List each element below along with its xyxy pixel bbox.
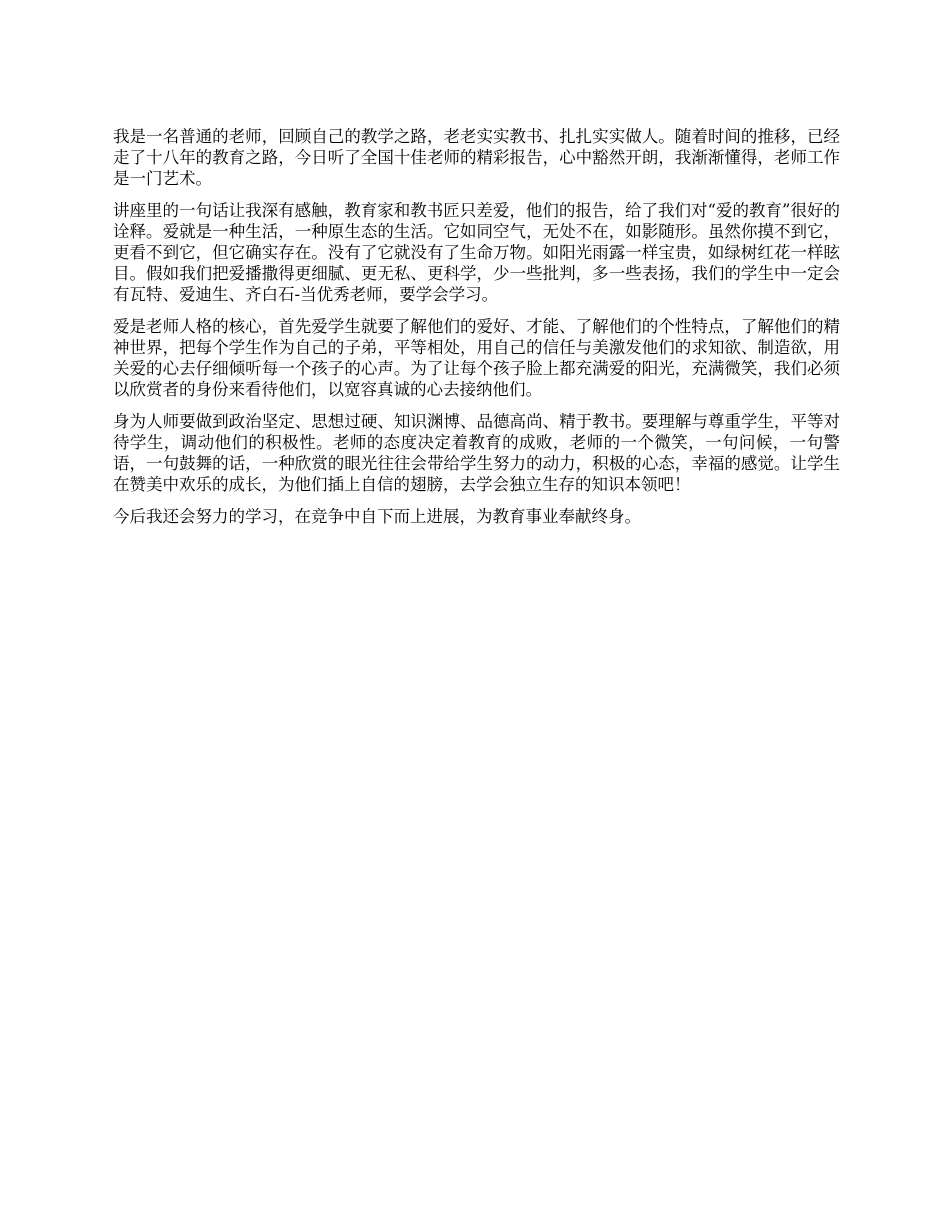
paragraph-2: 讲座里的一句话让我深有感触，教育家和教书匠只差爱，他们的报告，给了我们对“爱的教育”很好的诠释。爱就是一种生活，一种原生态的生活。它如同空气，无处不在，如影随形。虽然你摸不到它，更看不到它，但它确实存在。没有了它就没有了生命万物。如阳光雨露一样宝贵，如绿树红花一样眩目。假如我们把爱播撒得更细腻、更无私、更科学，少一些批判，多一些表扬，我们的学生中一定会有瓦特、爱迪生、齐白石-当优秀老师，要学会学习。 <box>113 201 840 304</box>
paragraph-4: 身为人师要做到政治坚定、思想过硬、知识渊博、品德高尚、精于教书。要理解与尊重学生，平等对待学生，调动他们的积极性。老师的态度决定着教育的成败，老师的一个微笑，一句问候，一句警语，一句鼓舞的话，一种欣赏的眼光往往会带给学生努力的动力，积极的心态，幸福的感觉。让学生在赞美中欢乐的成长，为他们插上自信的翅膀，去学会独立生存的知识本领吧！ <box>113 412 840 494</box>
paragraph-5: 今后我还会努力的学习，在竞争中自下而上进展，为教育事业奉献终身。 <box>113 507 641 526</box>
paragraph-1: 我是一名普通的老师，回顾自己的教学之路，老老实实教书、扎扎实实做人。随着时间的推移，已经走了十八年的教育之路，今日听了全国十佳老师的精彩报告，心中豁然开朗，我渐渐懂得，老师工作是一门艺术。 <box>113 127 840 188</box>
paragraph-3: 爱是老师人格的核心，首先爱学生就要了解他们的爱好、才能、了解他们的个性特点，了解他们的精神世界，把每个学生作为自己的子弟，平等相处，用自己的信任与美激发他们的求知欲、制造欲，用关爱的心去仔细倾听每一个孩子的心声。为了让每个孩子脸上都充满爱的阳光，充满微笑，我们必须以欣赏者的身份来看待他们，以宽容真诚的心去接纳他们。 <box>113 317 840 399</box>
document-body <box>113 126 840 538</box>
